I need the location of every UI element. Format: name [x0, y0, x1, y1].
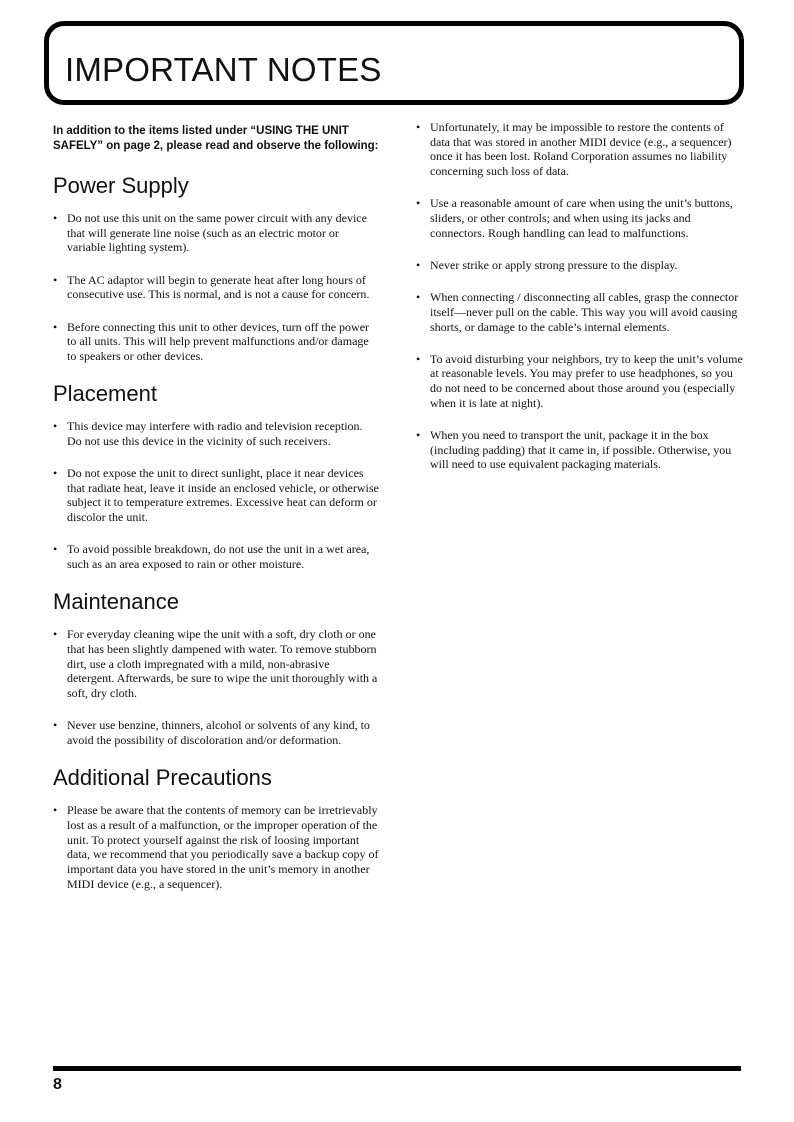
bullet-icon: •	[53, 211, 58, 225]
right-column	[416, 120, 744, 490]
list-item	[53, 419, 379, 448]
list-item-text: Use a reasonable amount of care when using the unit’s buttons, sliders, or other controls; and when using its jacks and connectors. Rough handling can lead to malfunctions.	[430, 196, 733, 240]
list-item	[416, 196, 744, 240]
bullet-icon: •	[53, 718, 58, 733]
section-power-supply	[53, 173, 379, 364]
left-column	[53, 124, 379, 909]
section-additional-precautions	[53, 765, 379, 891]
bullet-icon: •	[53, 319, 58, 334]
bullet-icon: •	[53, 466, 58, 481]
list-item	[53, 718, 379, 747]
list-item	[53, 466, 379, 525]
list-item-text: Unfortunately, it may be impossible to restore the contents of data that was stored in another MIDI device (e.g., a sequencer) once it has been lost. Roland Corporation assumes no liability concerning such loss of data.	[430, 120, 732, 179]
list-item-text: The AC adaptor will begin to generate heat after long hours of consecutive use. This is normal, and is not a cause for concern.	[67, 272, 370, 302]
list-item	[53, 320, 379, 364]
bullet-icon: •	[53, 627, 58, 642]
list-item	[416, 290, 744, 334]
list-item-text: To avoid possible breakdown, do not use the unit in a wet area, such as an area exposed to rain or other moisture.	[67, 542, 370, 572]
list-item-text: This device may interfere with radio and television reception. Do not use this device in the vicinity of such receivers.	[67, 419, 363, 448]
list-item-text: To avoid disturbing your neighbors, try to keep the unit’s volume at reasonable levels. You may prefer to use headphones, so you do not need to be concerned about those around you (especially when it is late at night).	[430, 351, 743, 410]
page-title: IMPORTANT NOTES	[65, 51, 382, 88]
intro-paragraph: In addition to the items listed under “USING THE UNIT SAFELY” on page 2, please read and observe the following:	[53, 125, 379, 152]
bullet-icon: •	[416, 290, 421, 305]
list-item-text: Do not expose the unit to direct sunlight, place it near devices that radiate heat, leave it inside an enclosed vehicle, or otherwise subject it to temperature extremes. Excessive heat can deform or discolor the unit.	[67, 466, 379, 525]
bullet-icon: •	[53, 272, 58, 287]
list-item-text: When connecting / disconnecting all cables, grasp the connector itself—never pull on the cable. This way you will avoid causing shorts, or damage to the cable’s internal elements.	[430, 290, 739, 334]
bullet-icon: •	[416, 196, 421, 211]
list-item-text: Please be aware that the contents of memory can be irretrievably lost as a result of a malfunction, or the improper operation of the unit. To protect yourself against the risk of loosing important data, we recommend that you periodically save a backup copy of important data you have stored in the unit’s memory in another MIDI device (e.g., a sequencer).	[67, 803, 379, 891]
list-item-text: When you need to transport the unit, package it in the box (including padding) that it came in, if possible. Otherwise, you will need to use equivalent packaging materials.	[430, 428, 732, 472]
list-item	[53, 627, 379, 701]
list-item-text: Never use benzine, thinners, alcohol or solvents of any kind, to avoid the possibility of discoloration and/or deformation.	[67, 718, 370, 747]
page-number: 8	[53, 1076, 62, 1093]
bullet-icon: •	[416, 257, 421, 272]
section-heading: Placement	[53, 381, 157, 407]
note-list	[416, 120, 744, 472]
list-item	[416, 120, 744, 179]
note-list	[53, 627, 379, 747]
list-item	[416, 352, 744, 411]
section-heading: Maintenance	[53, 589, 179, 615]
footer-rule	[53, 1066, 741, 1071]
bullet-icon: •	[53, 803, 58, 818]
section-heading: Power Supply	[53, 173, 189, 198]
title-box	[44, 21, 744, 105]
bullet-icon: •	[53, 419, 58, 434]
note-list	[53, 419, 379, 572]
section-maintenance	[53, 589, 379, 747]
bullet-icon: •	[416, 120, 421, 134]
section-heading: Additional Precautions	[53, 765, 272, 791]
list-item-text: Before connecting this unit to other devices, turn off the power to all units. This will help prevent malfunctions and/or damage to speakers or other devices.	[67, 319, 370, 363]
list-item	[53, 211, 379, 255]
section-placement	[53, 381, 379, 572]
bullet-icon: •	[416, 428, 421, 443]
list-item	[53, 803, 379, 891]
note-list	[53, 803, 379, 891]
list-item-text: Do not use this unit on the same power circuit with any device that will generate line noise (such as an electric motor or variable lighting system).	[67, 211, 367, 255]
list-item	[416, 258, 744, 273]
list-item	[53, 542, 379, 571]
bullet-icon: •	[416, 351, 421, 366]
list-item	[416, 428, 744, 472]
list-item	[53, 273, 379, 302]
note-list	[53, 211, 379, 364]
list-item-text: For everyday cleaning wipe the unit with a soft, dry cloth or one that has been slightly dampened with water. To remove stubborn dirt, use a cloth impregnated with a mild, non-abrasive detergent. Afterwards, be sure to wipe the unit thoroughly with a soft, dry cloth.	[67, 627, 378, 701]
list-item-text: Never strike or apply strong pressure to the display.	[430, 257, 678, 272]
bullet-icon: •	[53, 542, 58, 557]
